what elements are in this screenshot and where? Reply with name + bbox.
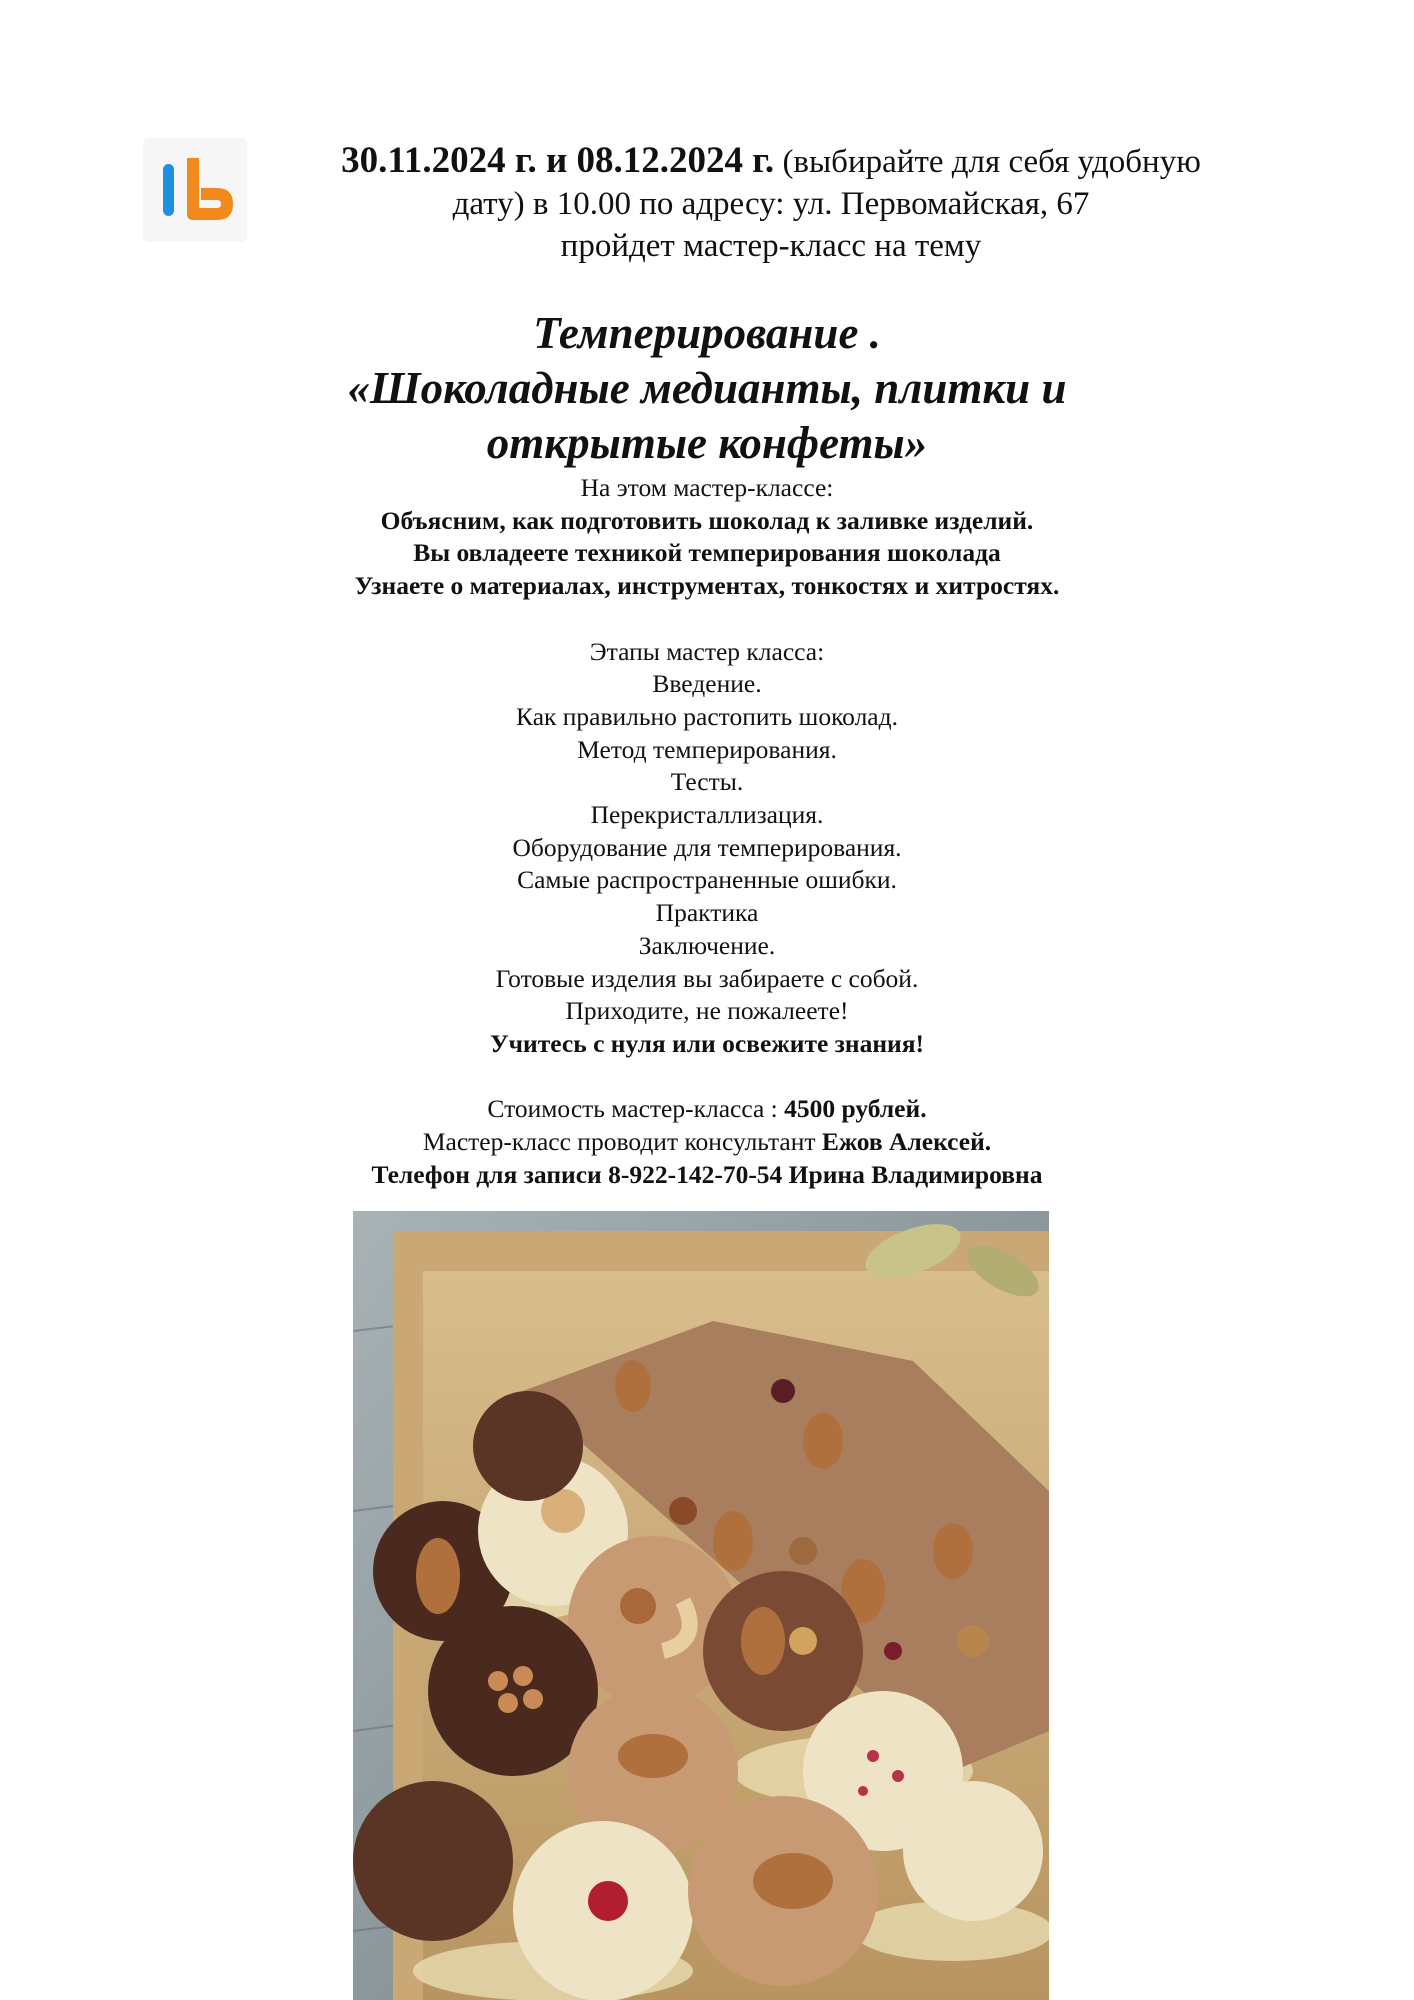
stage-item: Как правильно растопить шоколад.: [516, 701, 898, 731]
title-line-2: «Шоколадные медианты, плитки и: [347, 363, 1067, 413]
stage-item: Тесты.: [670, 767, 744, 797]
intro-point: Вы овладеете техникой темперирования шоколада: [413, 538, 1001, 568]
masterclass-title: [207, 306, 1207, 471]
price-value: 4500 рублей.: [784, 1094, 927, 1124]
host-name: Ежов Алексей.: [821, 1127, 992, 1157]
stage-item: Готовые изделия вы забираете с собой.: [495, 963, 919, 993]
stage-item: Перекристаллизация.: [590, 800, 824, 830]
host-label: Мастер-класс проводит консультант: [422, 1127, 822, 1157]
date-first: 30.11.2024 г.: [341, 140, 537, 181]
stage-item: Метод темперирования.: [577, 734, 837, 764]
logo-icon: [143, 138, 247, 242]
motto: Учитесь с нуля или освежите знания!: [489, 1028, 925, 1058]
date-and: и: [536, 140, 577, 181]
price-label: Стоимость мастер-класса :: [487, 1094, 785, 1124]
stage-item: Оборудование для темперирования.: [512, 832, 902, 862]
title-line-3: открытые конфеты»: [486, 418, 928, 468]
price-line: [207, 1093, 1207, 1126]
stages-heading: Этапы мастер класса:: [589, 636, 825, 666]
chocolate-box-photo: [353, 1211, 1049, 2000]
description: [207, 472, 1207, 1191]
stage-item: Введение.: [652, 669, 762, 699]
stage-item: Заключение.: [638, 930, 776, 960]
organization-logo: [143, 138, 247, 242]
intro-point: Объясним, как подготовить шоколад к заливке изделий.: [380, 505, 1034, 535]
header-line-topic: пройдет мастер-класс на тему: [560, 228, 982, 264]
choose-date-note: (выбирайте для себя удобную: [774, 144, 1201, 180]
date-second: 08.12.2024 г.: [576, 140, 775, 181]
chocolate-photo-icon: [353, 1211, 1049, 2000]
intro-point: Узнаете о материалах, инструментах, тонкостях и хитростях.: [354, 571, 1060, 601]
stage-item: Практика: [655, 898, 759, 928]
title-line-1: Темперирование .: [533, 308, 881, 358]
intro-lead: На этом мастер-классе:: [580, 473, 834, 502]
stage-item: Приходите, не пожалеете!: [565, 996, 849, 1026]
header-line-dates: [268, 140, 1274, 183]
event-header: [268, 140, 1274, 267]
host-line: [207, 1126, 1207, 1159]
phone-line: Телефон для записи 8-922-142-70-54 Ирина Владимировна: [371, 1159, 1043, 1189]
stage-item: Самые распространенные ошибки.: [517, 865, 897, 895]
header-line-address: дату) в 10.00 по адресу: ул. Первомайская, 67: [452, 186, 1090, 222]
